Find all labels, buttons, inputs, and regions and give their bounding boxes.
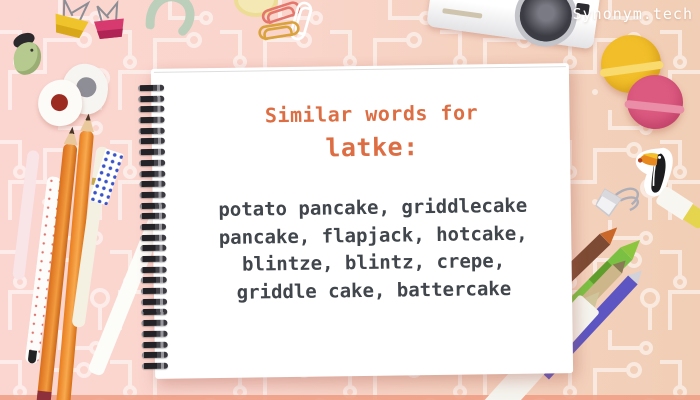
spiral-coil [141,309,167,315]
spiral-coil [138,95,164,101]
spiral-coil [139,138,165,144]
spiral-coil [138,85,164,91]
red-dot [50,93,69,112]
sheet-content [177,63,568,307]
spiral-coil [142,331,168,337]
bird-figurine-icon [10,31,50,79]
headword: latke: [325,132,419,163]
spiral-coil [142,341,168,347]
page-title: Similar words for [264,100,479,128]
spiral-coil [142,352,168,358]
spiral-coil [139,149,165,155]
spiral-coil [142,363,168,369]
spiral-coil [141,298,167,304]
spiral-coil [140,213,166,219]
binder-clip-pink-icon [88,0,130,42]
spiral-coil [140,256,166,262]
synonym-line: potato pancake, griddlecake [218,194,528,222]
spiral-coil [139,160,165,166]
spiral-coil [141,288,167,294]
spiral-coil [139,170,165,176]
spiral-coil [140,224,166,230]
spiral-coil [141,277,167,283]
synonym-list [179,192,568,307]
spiral-coil [141,266,167,272]
spiral-coil [138,106,164,112]
spiral-coil [140,245,166,251]
synonym-line: pancake, flapjack, hotcake, [218,222,528,249]
synonym-line: blintze, blintz, crepe, [241,250,506,276]
spiral-coil [139,127,165,133]
spiral-binding [138,85,170,369]
spiral-coil [140,192,166,198]
spiral-coil [139,117,165,123]
pencil-eraser [36,391,51,400]
spiral-coil [140,202,166,208]
spiral-coil [139,181,165,187]
synonym-line: griddle cake, battercake [236,277,512,304]
notebook-page [151,63,573,379]
spiral-coil [141,320,167,326]
bottom-accent-strip [0,395,700,400]
site-watermark: Synonym.tech [572,5,693,23]
spiral-coil [140,234,166,240]
macaron-filling [624,100,685,114]
pen-tip [28,350,38,364]
